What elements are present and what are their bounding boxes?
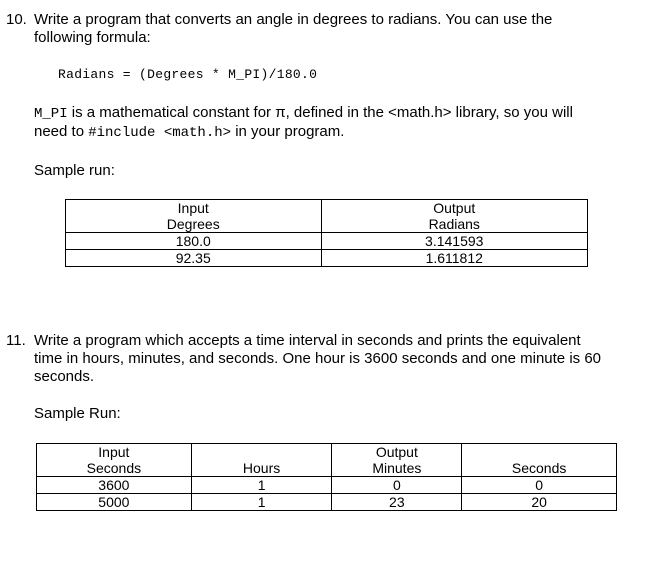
header-output: Output <box>321 200 588 217</box>
q11-text-line3: seconds. <box>34 368 95 385</box>
header-input: Input <box>66 200 322 217</box>
cell-hours: 1 <box>191 477 332 494</box>
header-blank <box>462 444 617 461</box>
cell-radians: 1.611812 <box>321 250 588 267</box>
cell-seconds-output: 20 <box>462 494 617 511</box>
formula: Radians = (Degrees * M_PI)/180.0 <box>58 67 318 82</box>
q11-text-line1: Write a program which accepts a time interval in seconds and prints the equivalent <box>34 332 581 349</box>
header-seconds-input: Seconds <box>37 460 192 477</box>
q10-p1-tail: , defined in the <math.h> library, so you will <box>285 104 573 121</box>
table-row <box>37 477 617 494</box>
table-header-row <box>66 200 588 217</box>
q10-p2-head: need to <box>34 123 89 140</box>
q10-p2-tail: in your program. <box>231 123 345 140</box>
table-row <box>37 494 617 511</box>
table-row <box>66 250 588 267</box>
q10-number: 10. <box>6 11 27 28</box>
m-pi-code: M_PI <box>34 106 68 122</box>
cell-degrees: 180.0 <box>66 233 322 250</box>
header-seconds-output: Seconds <box>462 460 617 477</box>
q11-sample-label: Sample Run: <box>34 405 121 422</box>
q10-paragraph-line2 <box>34 123 344 142</box>
q11-text-line2: time in hours, minutes, and seconds. One hour is 3600 seconds and one minute is 60 <box>34 350 602 367</box>
q10-p1-text: is a mathematical constant for <box>67 104 276 121</box>
q10-sample-table <box>65 199 588 267</box>
table-subheader-row <box>66 216 588 233</box>
q10-text-line1: Write a program that converts an angle in degrees to radians. You can use the <box>34 11 553 28</box>
q10-paragraph-line1 <box>34 104 573 123</box>
cell-minutes: 23 <box>332 494 462 511</box>
header-input: Input <box>37 444 192 461</box>
cell-seconds-input: 3600 <box>37 477 192 494</box>
q10-text-line2: following formula: <box>34 29 151 46</box>
cell-seconds-output: 0 <box>462 477 617 494</box>
cell-radians: 3.141593 <box>321 233 588 250</box>
table-subheader-row <box>37 460 617 477</box>
cell-hours: 1 <box>191 494 332 511</box>
header-degrees: Degrees <box>66 216 322 233</box>
pi-symbol: π <box>275 104 286 121</box>
q11-number: 11. <box>6 332 26 349</box>
cell-degrees: 92.35 <box>66 250 322 267</box>
cell-minutes: 0 <box>332 477 462 494</box>
header-minutes: Minutes <box>332 460 462 477</box>
table-header-row <box>37 444 617 461</box>
header-blank <box>191 444 332 461</box>
table-row <box>66 233 588 250</box>
header-output: Output <box>332 444 462 461</box>
header-hours: Hours <box>191 460 332 477</box>
q10-sample-label: Sample run: <box>34 162 115 179</box>
cell-seconds-input: 5000 <box>37 494 192 511</box>
include-code: #include <math.h> <box>88 125 232 141</box>
q11-sample-table <box>36 443 617 511</box>
header-radians: Radians <box>321 216 588 233</box>
